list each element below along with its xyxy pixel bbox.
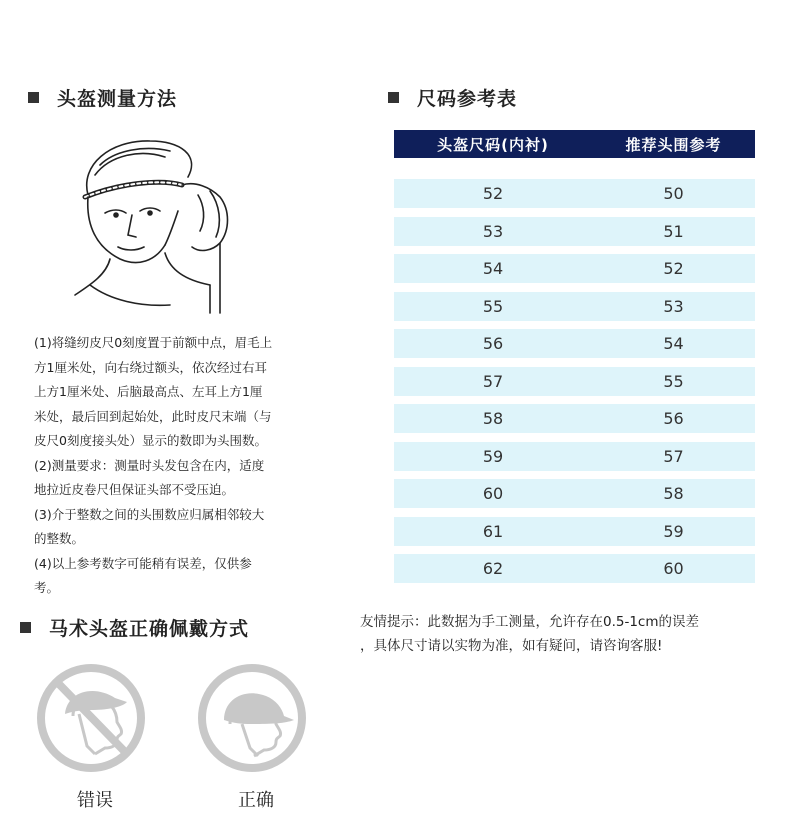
instruction-line: 考。 (34, 580, 60, 595)
helmet-size-cell: 62 (482, 559, 504, 578)
square-bullet-icon (388, 92, 399, 103)
helmet-size-cell: 57 (482, 372, 504, 391)
instruction-line: 米处，最后回到起始处，此时皮尺末端（与 (34, 408, 272, 424)
measure-section-title (28, 84, 177, 111)
table-row (394, 517, 755, 546)
size-title-text: 尺码参考表 (417, 88, 518, 110)
head-size-cell: 50 (663, 184, 684, 203)
wear-section-title (20, 614, 249, 641)
head-size-cell: 54 (663, 334, 684, 353)
square-bullet-icon (28, 92, 39, 103)
size-table-header (394, 130, 755, 158)
head-size-cell: 58 (663, 484, 684, 503)
helmet-size-cell: 59 (482, 447, 504, 466)
helmet-size-cell: 52 (482, 184, 504, 203)
instruction-line: 上方1厘米处、后脑最高点、左耳上方1厘 (34, 384, 263, 399)
table-row (394, 404, 755, 433)
head-measurement-illustration (70, 135, 260, 315)
helmet-size-cell: 53 (482, 222, 504, 241)
instruction-line: 的整数。 (34, 531, 85, 546)
wrong-wearing-icon (35, 662, 147, 774)
friendly-note (360, 610, 780, 658)
instruction-line: (4)以上参考数字可能稍有误差，仅供参 (34, 555, 252, 571)
measure-title-text: 头盔测量方法 (57, 88, 178, 110)
wrong-label: 错误 (77, 790, 113, 811)
head-size-cell: 57 (663, 447, 684, 466)
instruction-line: (2)测量要求：测量时头发包含在内，适度 (34, 457, 265, 473)
helmet-size-cell: 54 (482, 259, 504, 278)
measurement-instructions (34, 331, 334, 601)
head-size-cell: 53 (663, 297, 684, 316)
head-size-cell: 52 (663, 259, 684, 278)
head-size-cell: 55 (663, 372, 684, 391)
square-bullet-icon (20, 622, 31, 633)
head-size-cell: 59 (663, 522, 684, 541)
instruction-line: 地拉近皮卷尺但保证头部不受压迫。 (34, 482, 235, 497)
note-line: ，具体尺寸请以实物为准，如有疑问，请咨询客服! (360, 638, 663, 654)
header-helmet-size: 头盔尺码(内衬) (437, 135, 549, 154)
helmet-size-cell: 60 (482, 484, 504, 503)
table-row (394, 179, 755, 208)
table-row (394, 292, 755, 321)
table-row (394, 554, 755, 583)
correct-wearing-icon (196, 662, 308, 774)
table-row (394, 442, 755, 471)
correct-label: 正确 (238, 790, 274, 811)
note-line: 友情提示：此数据为手工测量，允许存在0.5-1cm的误差 (360, 614, 700, 630)
instruction-line: (3)介于整数之间的头围数应归属相邻较大 (34, 506, 265, 522)
instruction-line: 皮尺0刻度接头处）显示的数即为头围数。 (34, 433, 267, 448)
helmet-size-cell: 55 (482, 297, 504, 316)
table-row (394, 329, 755, 358)
head-size-cell: 60 (663, 559, 684, 578)
table-row (394, 479, 755, 508)
size-section-title (388, 84, 517, 111)
head-size-cell: 51 (663, 222, 684, 241)
helmet-size-cell: 56 (482, 334, 504, 353)
head-size-cell: 56 (663, 409, 684, 428)
wear-title-text: 马术头盔正确佩戴方式 (49, 618, 250, 640)
table-row (394, 217, 755, 246)
header-head-circumference: 推荐头围参考 (625, 135, 722, 154)
table-row (394, 254, 755, 283)
instruction-line: 方1厘米处，向右绕过额头，依次经过右耳 (34, 359, 267, 375)
table-row (394, 367, 755, 396)
helmet-size-cell: 61 (482, 522, 504, 541)
instruction-line: (1)将缝纫皮尺0刻度置于前额中点，眉毛上 (34, 335, 273, 350)
helmet-size-cell: 58 (482, 409, 504, 428)
